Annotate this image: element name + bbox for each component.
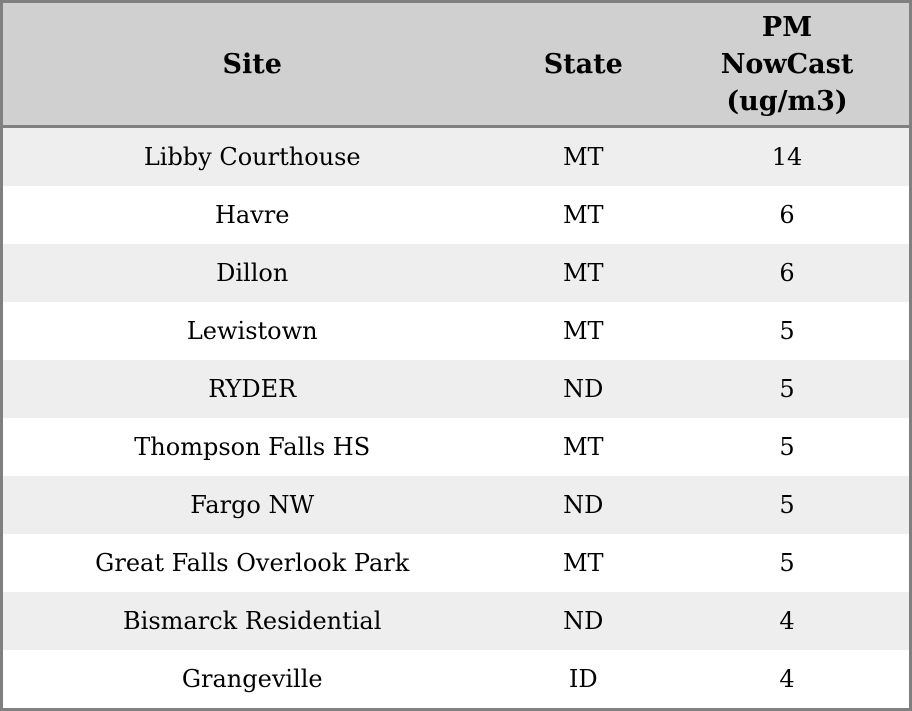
site-cell: Great Falls Overlook Park: [95, 548, 410, 577]
col-header-pm-nowcast: [665, 2, 910, 127]
pm-nowcast-cell: 5: [779, 490, 795, 519]
site-cell: Lewistown: [186, 316, 318, 345]
pm-nowcast-cell: 5: [779, 432, 795, 461]
pm-nowcast-cell: 5: [779, 316, 795, 345]
site-cell: Dillon: [216, 258, 289, 287]
state-cell: MT: [562, 432, 604, 461]
state-cell: MT: [562, 258, 604, 287]
site-cell: Libby Courthouse: [143, 142, 361, 171]
table-row: [2, 360, 911, 418]
pm-nowcast-cell: 4: [779, 606, 795, 635]
pm-nowcast-cell: 6: [779, 258, 795, 287]
col-header-site: [2, 2, 502, 127]
site-cell: Havre: [214, 200, 290, 229]
state-cell: ND: [563, 374, 604, 403]
state-cell: ND: [563, 606, 604, 635]
pm-nowcast-cell: 4: [779, 664, 795, 693]
col-header-site-label: Site: [222, 49, 282, 80]
col-header-state: [501, 2, 665, 127]
state-cell: ID: [568, 664, 598, 693]
col-header-state-label: State: [543, 49, 623, 80]
state-cell: MT: [562, 200, 604, 229]
col-header-pm-nowcast-label: PM NowCast (ug/m3): [720, 11, 854, 117]
state-cell: MT: [562, 548, 604, 577]
table-row: [2, 476, 911, 534]
table-header-row: [2, 2, 911, 127]
table-body: [2, 127, 911, 710]
site-cell: Thompson Falls HS: [134, 432, 371, 461]
table-row: [2, 186, 911, 244]
table-row: [2, 534, 911, 592]
site-cell: RYDER: [208, 374, 297, 403]
site-cell: Fargo NW: [190, 490, 315, 519]
site-cell: Bismarck Residential: [123, 606, 382, 635]
state-cell: MT: [562, 142, 604, 171]
pm-nowcast-cell: 6: [779, 200, 795, 229]
site-cell: Grangeville: [181, 664, 323, 693]
state-cell: ND: [563, 490, 604, 519]
table-row: [2, 244, 911, 302]
state-cell: MT: [562, 316, 604, 345]
table-row: [2, 418, 911, 476]
table-row: [2, 302, 911, 360]
table-row: [2, 650, 911, 710]
pm-nowcast-cell: 14: [771, 142, 803, 171]
table-row: [2, 592, 911, 650]
pm-nowcast-cell: 5: [779, 548, 795, 577]
pm-nowcast-cell: 5: [779, 374, 795, 403]
table-row: [2, 127, 911, 187]
